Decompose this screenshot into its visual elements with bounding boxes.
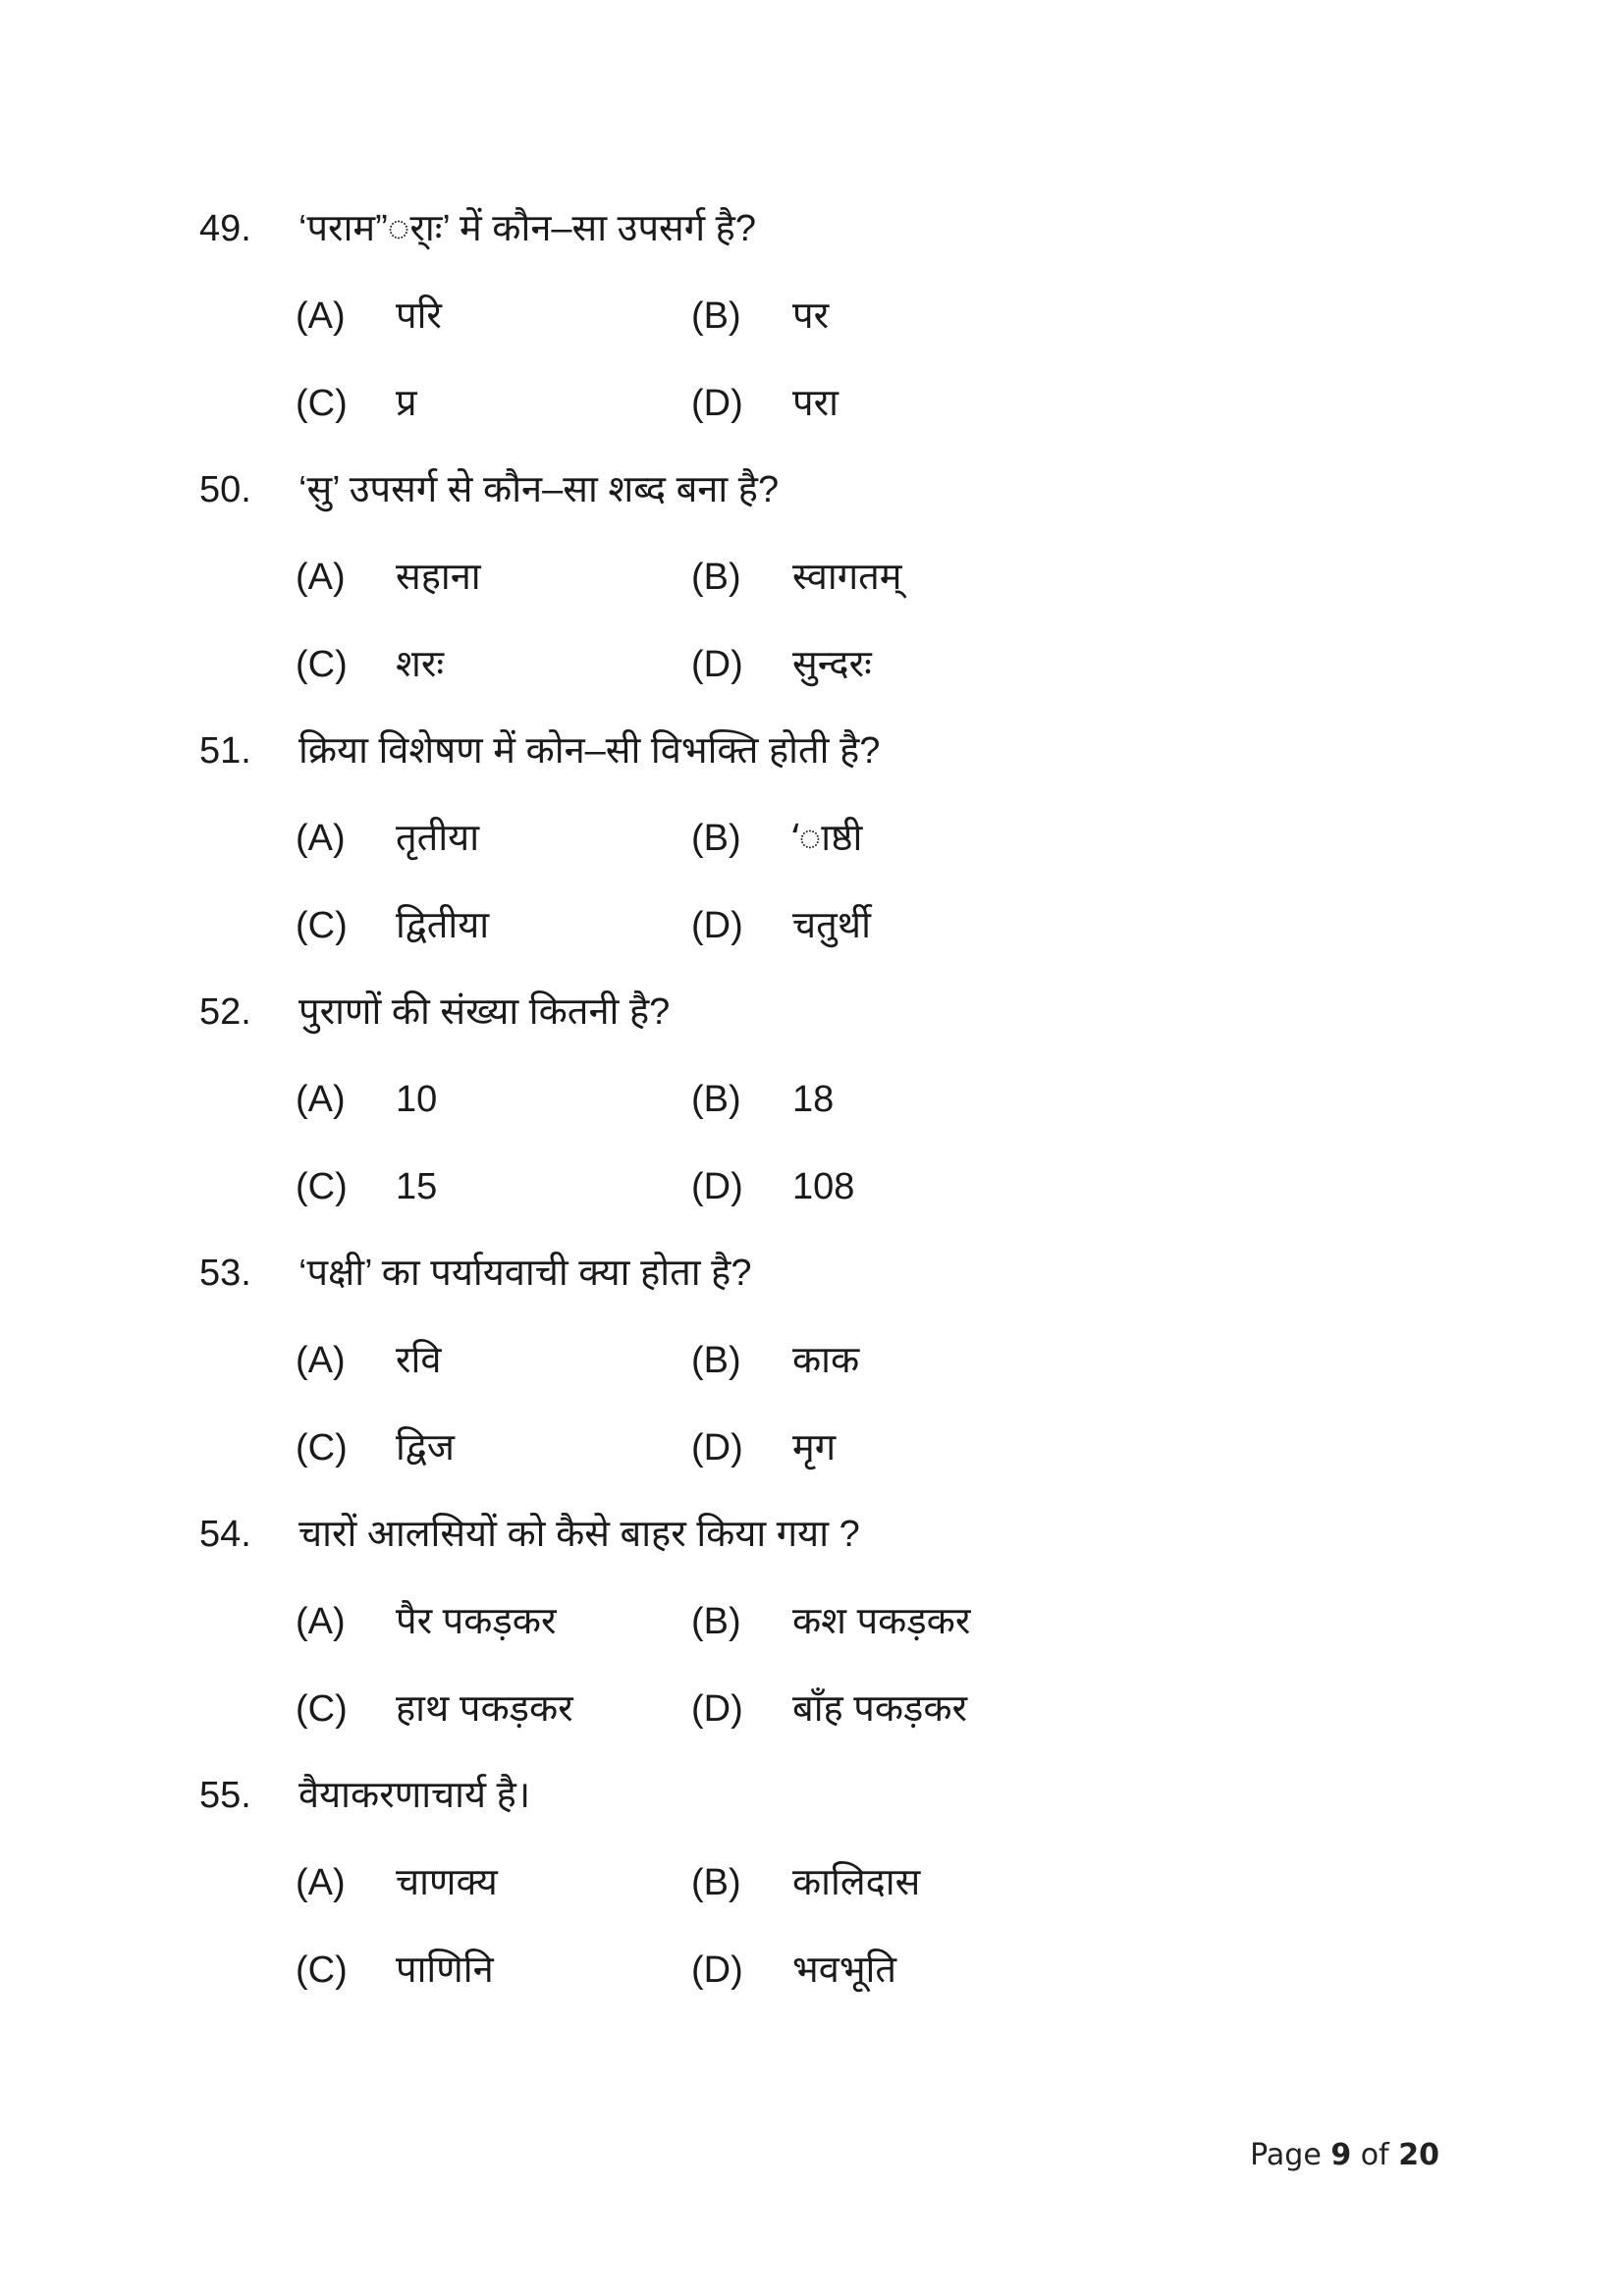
option-label: (B)	[691, 1340, 741, 1381]
option-text: परा	[792, 383, 839, 424]
question-block	[0, 1491, 1624, 1752]
question-number: 52.	[199, 991, 251, 1033]
question-text: ‘पक्षी’ का पर्यायवाची क्या होता है?	[298, 1253, 752, 1294]
option-label: (C)	[296, 905, 348, 946]
question-number: 51.	[199, 730, 251, 772]
option-label: (A)	[296, 818, 346, 859]
option-text: मृग	[792, 1427, 837, 1468]
options-row	[0, 1144, 1624, 1231]
option-text: सहाना	[396, 557, 481, 598]
option-label: (C)	[296, 1427, 348, 1468]
option-text: 15	[396, 1166, 438, 1207]
question-number: 55.	[199, 1775, 251, 1816]
option-label: (B)	[691, 557, 741, 598]
option-text: शरः	[396, 644, 445, 685]
option-label: (A)	[296, 1079, 346, 1120]
question-block	[0, 447, 1624, 708]
option-label: (A)	[296, 1340, 346, 1381]
total-pages: 20	[1398, 2138, 1439, 2172]
options-row	[0, 360, 1624, 448]
question-number: 53.	[199, 1253, 251, 1294]
option-label: (C)	[296, 644, 348, 685]
options-row	[0, 1927, 1624, 2014]
question-row	[0, 447, 1624, 534]
option-text: चतुर्थी	[792, 905, 871, 946]
option-text: बाँह पकड़कर	[792, 1688, 968, 1730]
option-label: (D)	[691, 1949, 743, 1991]
option-text: द्विज	[396, 1427, 455, 1468]
question-block	[0, 1752, 1624, 2013]
question-text: वैयाकरणाचार्य है।	[298, 1775, 531, 1816]
option-text: प्र	[396, 383, 417, 424]
option-text: द्वितीया	[396, 905, 490, 946]
option-label: (D)	[691, 1427, 743, 1468]
options-row	[0, 1405, 1624, 1492]
option-text: 108	[792, 1166, 855, 1207]
option-text: 10	[396, 1079, 438, 1120]
page-label: Page	[1250, 2138, 1322, 2172]
page-footer	[1250, 2138, 1439, 2172]
options-row	[0, 1056, 1624, 1144]
question-row	[0, 969, 1624, 1056]
question-number: 49.	[199, 208, 251, 249]
options-row	[0, 1578, 1624, 1666]
option-text: ‘ाष्ठी	[792, 818, 863, 859]
question-number: 50.	[199, 469, 251, 510]
option-label: (A)	[296, 295, 346, 337]
option-label: (C)	[296, 1949, 348, 1991]
question-number: 54.	[199, 1514, 251, 1555]
current-page: 9	[1330, 2138, 1352, 2172]
question-row	[0, 1230, 1624, 1317]
option-label: (D)	[691, 383, 743, 424]
option-label: (B)	[691, 1079, 741, 1120]
question-text: ‘पराम”र्ाः’ में कौन–सा उपसर्ग है?	[298, 208, 756, 249]
option-label: (A)	[296, 557, 346, 598]
page-of: of	[1360, 2138, 1389, 2172]
question-block	[0, 708, 1624, 969]
option-label: (B)	[691, 1601, 741, 1642]
options-row	[0, 1840, 1624, 1927]
option-label: (C)	[296, 1166, 348, 1207]
option-text: सुन्दरः	[792, 644, 872, 685]
options-row	[0, 795, 1624, 882]
question-row	[0, 186, 1624, 273]
option-text: कश पकड़कर	[792, 1601, 971, 1642]
option-text: चाणक्य	[396, 1862, 498, 1903]
question-row	[0, 1752, 1624, 1840]
question-row	[0, 1491, 1624, 1578]
option-label: (D)	[691, 644, 743, 685]
option-text: स्वागतम्	[792, 557, 902, 598]
options-row	[0, 1317, 1624, 1405]
option-label: (B)	[691, 1862, 741, 1903]
options-row	[0, 882, 1624, 970]
question-text: चारों आलसियों को कैसे बाहर किया गया ?	[298, 1514, 860, 1555]
option-label: (D)	[691, 1166, 743, 1207]
options-row	[0, 1666, 1624, 1753]
option-text: पाणिनि	[396, 1949, 494, 1991]
option-text: काक	[792, 1340, 860, 1381]
question-row	[0, 708, 1624, 795]
option-label: (C)	[296, 1688, 348, 1730]
option-text: पर	[792, 295, 830, 337]
option-label: (C)	[296, 383, 348, 424]
option-label: (D)	[691, 905, 743, 946]
option-text: कालिदास	[792, 1862, 921, 1903]
question-list	[0, 186, 1624, 2013]
option-text: पैर पकड़कर	[396, 1601, 557, 1642]
option-label: (D)	[691, 1688, 743, 1730]
option-text: भवभूति	[792, 1949, 897, 1991]
option-label: (B)	[691, 818, 741, 859]
option-text: रवि	[396, 1340, 442, 1381]
options-row	[0, 273, 1624, 360]
option-label: (A)	[296, 1862, 346, 1903]
question-text: पुराणों की संख्या कितनी है?	[298, 991, 671, 1033]
question-block	[0, 969, 1624, 1230]
question-block	[0, 186, 1624, 447]
option-label: (B)	[691, 295, 741, 337]
question-text: ‘सु’ उपसर्ग से कौन–सा शब्द बना है?	[298, 469, 780, 510]
options-row	[0, 534, 1624, 621]
option-text: हाथ पकड़कर	[396, 1688, 573, 1730]
option-label: (A)	[296, 1601, 346, 1642]
option-text: तृतीया	[396, 818, 480, 859]
options-row	[0, 621, 1624, 709]
option-text: परि	[396, 295, 442, 337]
question-block	[0, 1230, 1624, 1491]
question-text: क्रिया विशेषण में कोन–सी विभक्ति होती है?	[298, 730, 881, 772]
option-text: 18	[792, 1079, 835, 1120]
